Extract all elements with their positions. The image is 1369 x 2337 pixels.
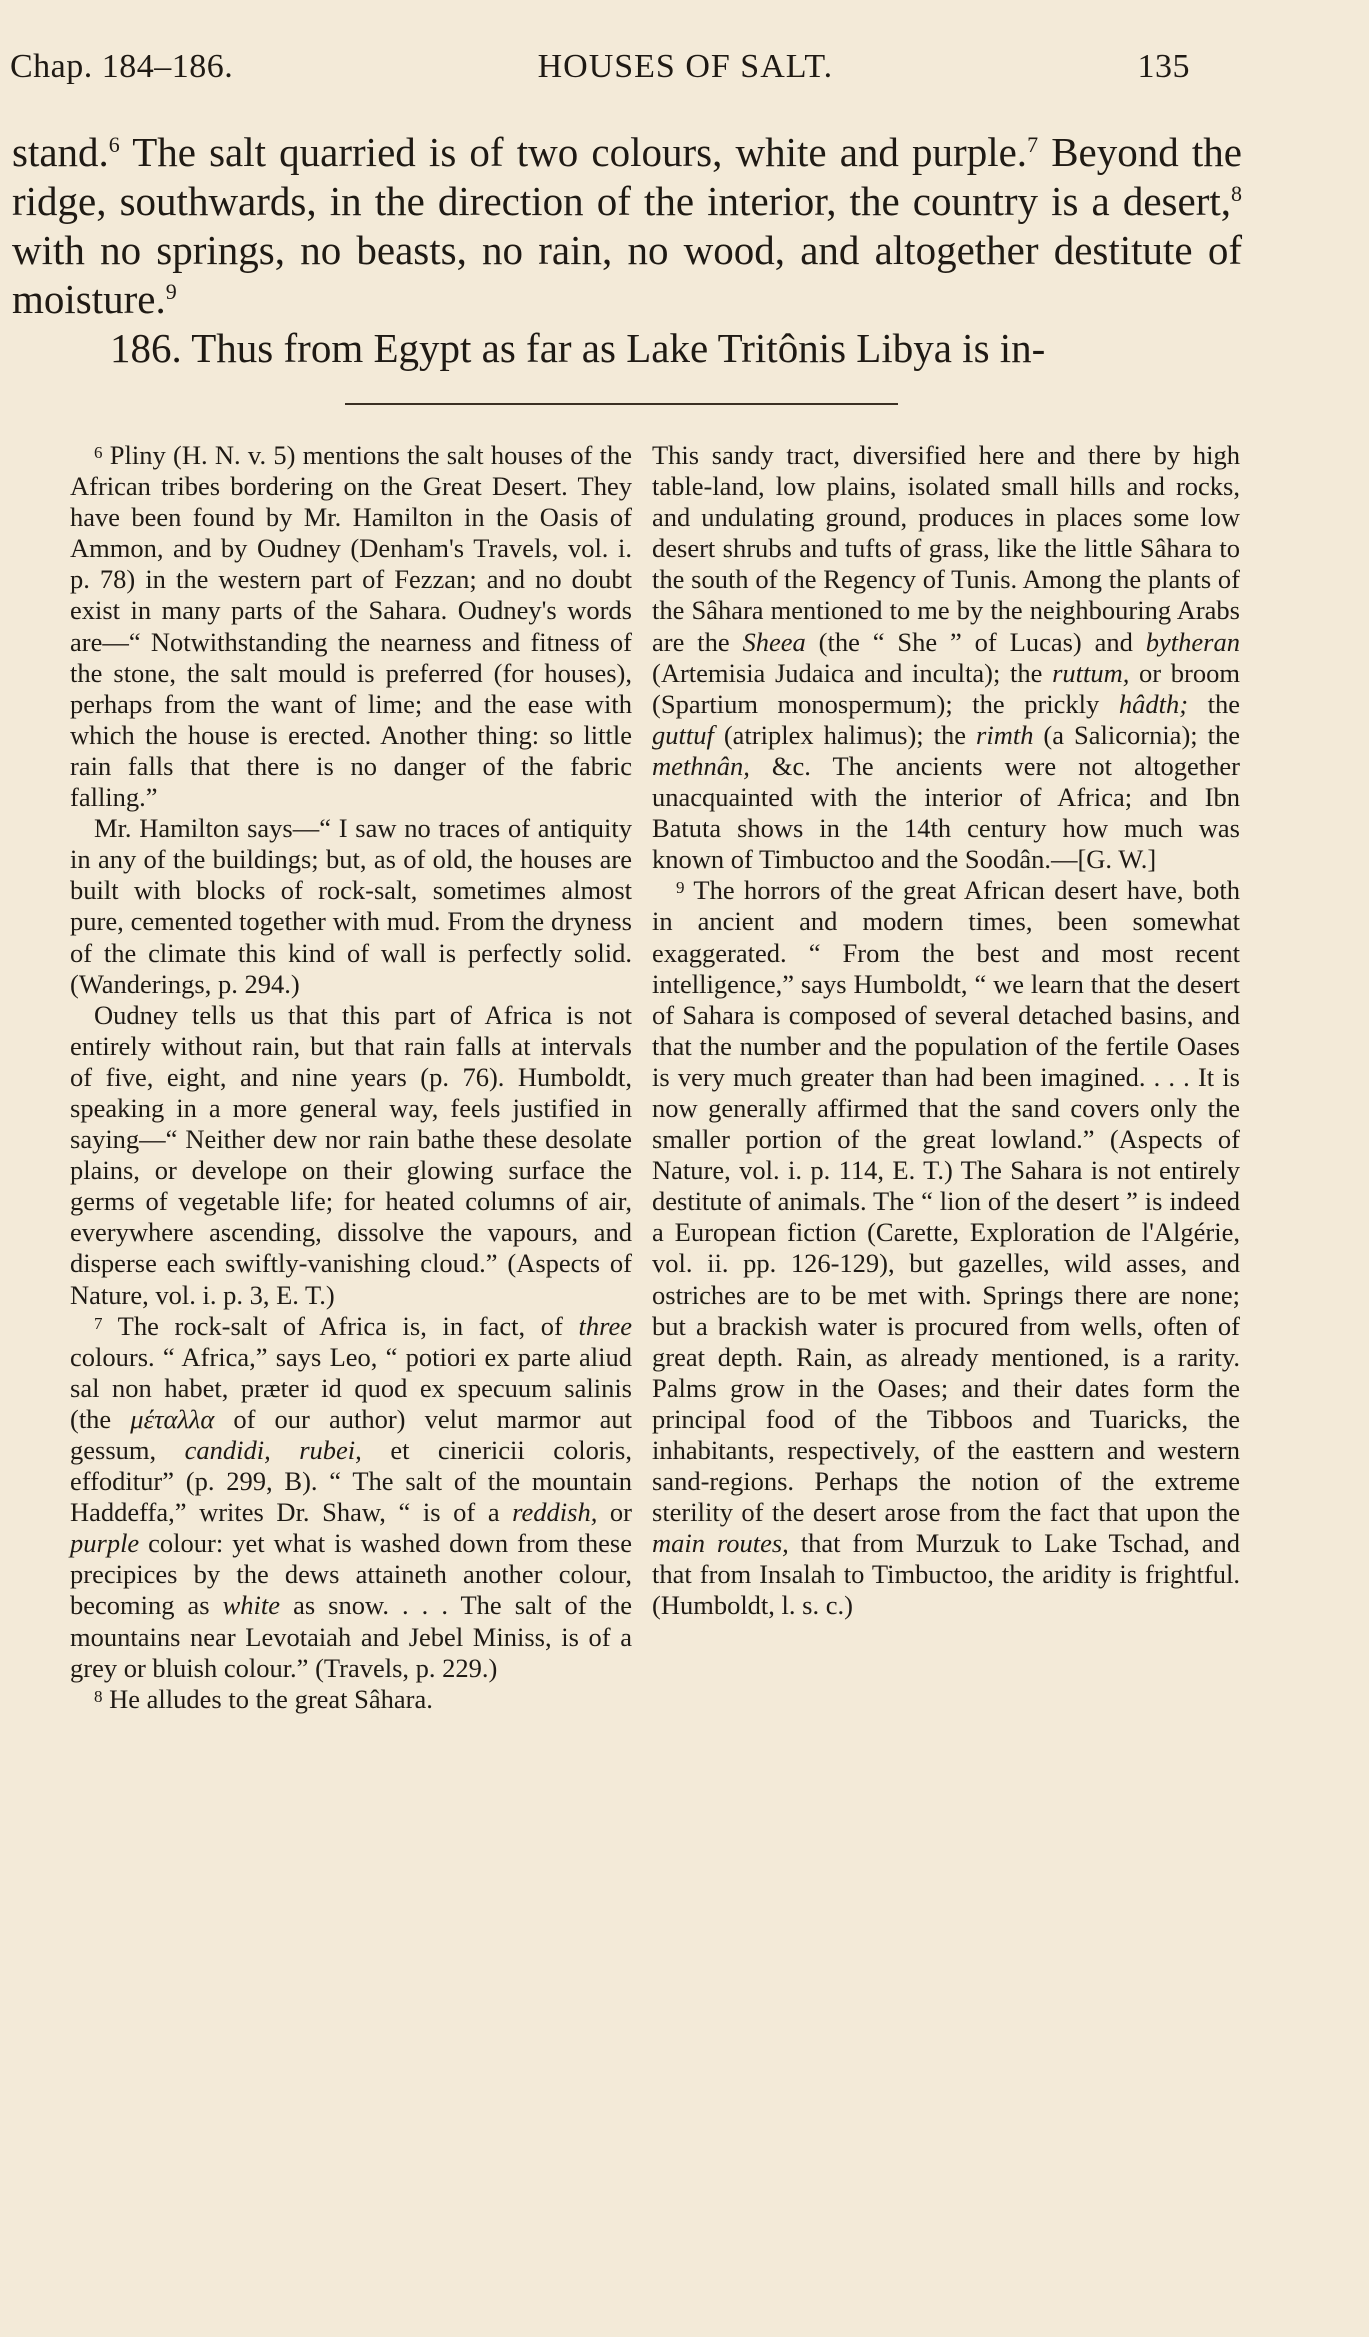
italic-run: white (222, 1590, 281, 1621)
italic-run: bytheran (1145, 626, 1240, 657)
text-run: colours. “ Africa,” says Leo, “ potiori ex parte aliud sal non habet, præter id quod ex specuum salinis (the (70, 1341, 632, 1434)
page-number: 135 (1137, 48, 1190, 85)
footnote-8-continued (652, 440, 1240, 875)
text-run: colour: yet what is washed down from these precipices by the dews attaineth another colour, becoming as (70, 1528, 632, 1621)
italic-run: candidi, rubei, (184, 1435, 362, 1465)
greek-run: μέταλλα (130, 1403, 215, 1434)
text-run: &c. The ancients were not altogether unacquainted with the interior of Africa; and Ibn Batuta shows in the 14th century how much was known of Timbuctoo and the Soodân.—[G. W.] (652, 750, 1240, 875)
text-run: The horrors of the great African desert have, both in ancient and modern times, been somewhat exaggerated. “ From the best and most recent intelligence,” says Humboldt, “ we learn that the desert of Sahara is composed of several detached basins, and that the number and the population of the fertile Oases is very much greater than had been imagined. . . . It is now generally affirmed that the sand covers only the smaller portion of the great lowland.” (Aspects of Nature, vol. i. p. 114, E. T.) The Sahara is not entirely destitute of animals. The “ lion of the desert ” is indeed a European fiction (Carette, Exploration de l'Algérie, vol. ii. pp. 126-129), but gazelles, wild asses, and ostriches are to be met with. Springs there are none; but a brackish water is procured from wells, often of great depth. Rain, as already mentioned, is a rarity. Palms grow in the Oases; and their dates form the principal food of the Tibboos and Tuaricks, the inhabitants, respectively, of the easttern and western sand-regions. Perhaps the notion of the extreme sterility of the desert arose from the fact that upon the (652, 875, 1240, 1528)
italic-run: rimth (976, 719, 1034, 750)
text-run: stand. (12, 129, 109, 175)
footnote-number: 7 (94, 1313, 103, 1333)
footnote-ref-9: 9 (165, 279, 177, 304)
footnote-ref-8: 8 (1231, 181, 1242, 206)
italic-run: guttuf (652, 719, 714, 750)
text-run: (Artemisia Judaica and inculta); the (652, 657, 1053, 688)
chapter-label: Chap. 184–186. (10, 48, 234, 85)
text-run: This sandy tract, diversified here and there by high table-land, low plains, isolated small hills and rocks, and undulating ground, produces in places some low desert shrubs and tufts of grass, like the little Sâhara to the south of the Regency of Tunis. Among the plants of the Sâhara mentioned to me by the neighbouring Arabs are the (652, 440, 1240, 657)
text-run: Beyond the ridge, southwards, in the direction of the interior, the country is a desert, (12, 129, 1242, 224)
page-header (10, 48, 1190, 86)
italic-run: ruttum, (1052, 657, 1130, 688)
footnote-number: 9 (676, 878, 685, 898)
italic-run: reddish, (512, 1497, 598, 1528)
footnote-8 (70, 1684, 632, 1715)
italic-run: main routes, (652, 1528, 789, 1559)
main-paragraph-2: 186. Thus from Egypt as far as Lake Tritônis Libya is in- (110, 325, 1046, 371)
italic-run: methnân, (652, 750, 750, 781)
text-run: The salt quarried is of two colours, white and purple. (119, 129, 1028, 175)
text-run: (atriplex halimus); the (713, 719, 977, 750)
text-run: that from Murzuk to Lake Tschad, and that from Insalah to Timbuctoo, the aridity is frightful. (Humboldt, l. s. c.) (652, 1528, 1240, 1621)
italic-run: hâdth; (1118, 688, 1189, 719)
footnote-ref-7: 7 (1027, 132, 1039, 157)
text-run: (a Salicornia); the (1033, 719, 1240, 750)
footnote-ref-6: 6 (108, 132, 120, 157)
text-run: (the “ She ” of Lucas) and (805, 626, 1146, 657)
footnote-number: 8 (94, 1686, 103, 1706)
footnote-6-hamilton: Mr. Hamilton says—“ I saw no traces of antiquity in any of the buildings; but, as of old, the houses are built with blocks of rock-salt, sometimes almost pure, cemented together with mud. From the dryness of the climate this kind of wall is perfectly solid. (Wanderings, p. 294.) (70, 813, 632, 999)
text-run: The rock-salt of Africa is, in fact, of (102, 1310, 579, 1341)
running-title: HOUSES OF SALT. (537, 48, 834, 85)
footnote-7 (70, 1311, 632, 1684)
italic-run: purple (70, 1528, 140, 1559)
footnote-6-oudney: Oudney tells us that this part of Africa is not entirely without rain, but that rain falls at intervals of five, eight, and nine years (p. 76). Humboldt, speaking in a more general way, feels justified in saying—“ Neither dew nor rain bathe these desolate plains, or develope on their glowing surface the germs of vegetable life; for heated columns of air, everywhere ascending, dissolve the vapours, and disperse each swiftly-vanishing cloud.” (Aspects of Nature, vol. i. p. 3, E. T.) (70, 999, 632, 1310)
text-run: Pliny (H. N. v. 5) mentions the salt houses of the African tribes bordering on the Great Desert. They have been found by Mr. Hamilton in the Oasis of Ammon, and by Oudney (Denham's Travels, vol. i. p. 78) in the western part of Fezzan; and no doubt exist in many parts of the Sahara. Oudney's words are—“ Notwithstanding the nearness and fitness of the stone, the salt mould is preferred (for houses), perhaps from the want of lime; and the ease with which the house is erected. Another thing: so little rain falls that there is no danger of the fabric falling.” (70, 440, 632, 813)
italic-run: three (578, 1310, 632, 1341)
text-run: He alludes to the great Sâhara. (102, 1683, 433, 1714)
text-run: with no springs, no beasts, no rain, no wood, and altogether destitute of moisture. (12, 227, 1242, 322)
italic-run: Sheea (742, 626, 806, 657)
footnote-number: 6 (94, 443, 103, 462)
footnote-separator (345, 403, 898, 405)
main-text (12, 128, 1242, 373)
text-run: et cinericii coloris, effoditur” (p. 299, B). “ The salt of the mountain Haddeffa,” writes Dr. Shaw, “ is of a (70, 1435, 632, 1528)
text-run: the (1188, 688, 1241, 719)
text-run: or broom (Spartium monospermum); the prickly (652, 657, 1240, 719)
text-run: of our author) velut marmor aut gessum, (70, 1403, 633, 1465)
footnotes-right-column (652, 440, 1240, 1622)
footnote-6 (70, 440, 632, 813)
text-run: or (597, 1497, 632, 1528)
main-paragraph-1 (12, 128, 1242, 324)
footnotes-left-column (70, 440, 632, 1715)
text-run: as snow. . . . The salt of the mountains near Levotaiah and Jebel Miniss, is of a grey or bluish colour.” (Travels, p. 229.) (70, 1590, 632, 1683)
footnote-9 (652, 875, 1240, 1621)
